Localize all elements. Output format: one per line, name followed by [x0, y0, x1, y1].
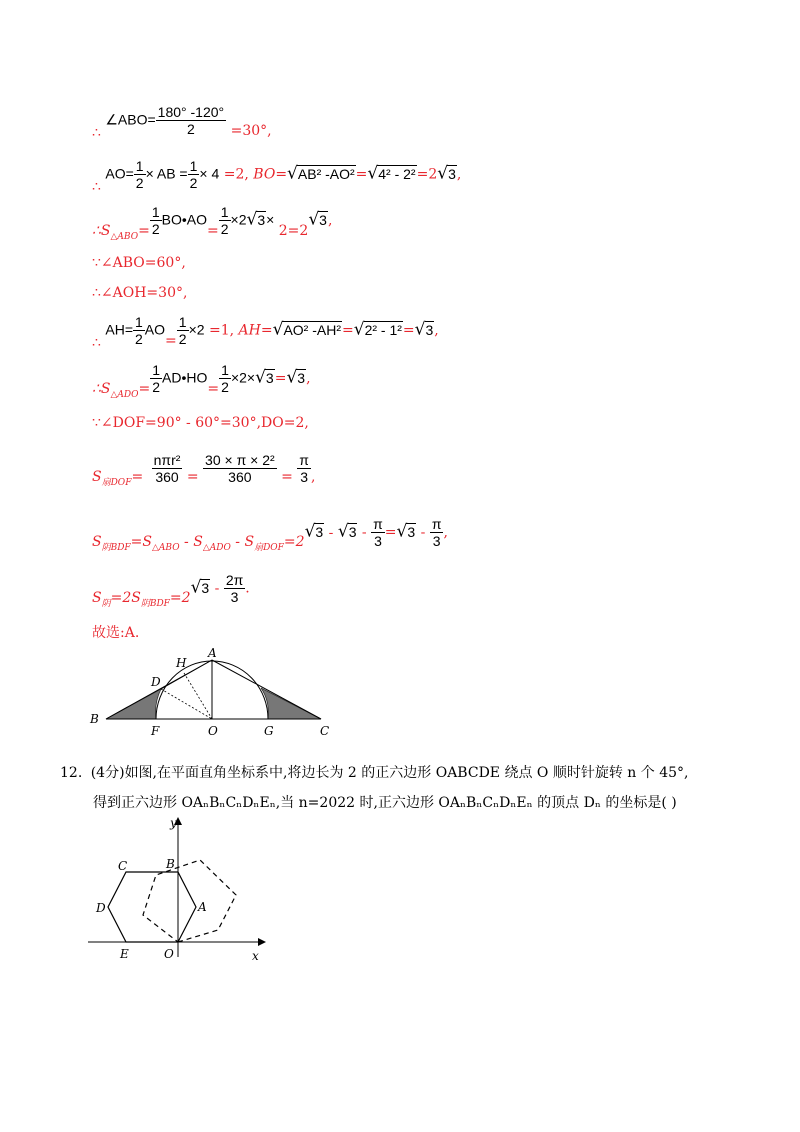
fraction: $\frac{1}{2}$ — [151, 204, 160, 237]
expr: - — [210, 580, 224, 597]
solution-line-7: $\therefore S_{\triangle ADO}=$ $\frac{1}{2}$ AD•HO= $\frac{1}{2}$ ×2×√3=√3, — [92, 362, 311, 400]
axis-y-label: y — [170, 816, 177, 830]
expr: - — [416, 524, 430, 541]
question-12-line-2: 得到正六边形 OAₙBₙCₙDₙEₙ,当 n=2022 时,正六边形 OAₙBₙCₙDₙEₙ 的顶点 Dₙ 的坐标是( ) — [93, 795, 677, 811]
expr: = — [260, 322, 273, 339]
expr: , — [456, 166, 462, 183]
shaded-area-expr: $S_{阴BDF}=S_{\triangle ABO} - S_{\triangle ADO} - S_{扇DOF}=2$ — [92, 533, 305, 553]
sqrt-expr: 3 — [257, 211, 266, 228]
sqrt-expr: AO² -AH² — [283, 321, 341, 338]
expr: BO — [253, 166, 276, 183]
fraction: $\frac{1}{2}$ — [152, 362, 161, 395]
label-D: D — [151, 675, 161, 689]
sqrt-expr: 3 — [201, 579, 210, 596]
sqrt-expr: 3 — [407, 523, 416, 540]
sqrt-expr: 3 — [297, 369, 306, 386]
fraction: $\frac{\text{30 × π × 2²}}{360}$ — [205, 452, 275, 485]
label-A: A — [198, 900, 207, 914]
fraction: $\frac{1}{2}$ — [135, 158, 144, 191]
question-score: (4分) — [90, 765, 125, 781]
solution-line-4: ∵∠ABO=60°, — [92, 255, 186, 271]
expr: = — [275, 166, 288, 183]
expr: = — [355, 166, 368, 183]
hexagon-coordinate-figure — [88, 815, 278, 965]
angle-abo-label: ∠ABO= — [105, 111, 156, 128]
therefore-symbol: ∴ — [92, 124, 101, 141]
expr: - — [357, 524, 372, 541]
label-D: D — [96, 901, 106, 915]
expr: = — [206, 222, 219, 239]
label-B: B — [166, 857, 175, 871]
expr: , — [306, 370, 311, 387]
expr: =2 — [416, 166, 438, 183]
expr: = — [207, 380, 220, 397]
solution-line-9 — [92, 452, 316, 488]
area-label: $\therefore S_{\triangle ABO}=$ — [92, 222, 150, 242]
expr: = — [281, 468, 293, 485]
expr: = — [342, 322, 354, 339]
expr: 2=2 — [278, 222, 309, 239]
expr: , — [310, 468, 316, 485]
label-G: G — [264, 724, 274, 738]
expr: = — [402, 322, 415, 339]
label-C: C — [320, 724, 330, 738]
solution-line-1 — [92, 104, 272, 141]
solution-line-3: $\therefore S_{\triangle ABO}=$ $\frac{1}{2}$ BO•AO= $\frac{1}{2}$ ×2√3× 2=2√3, — [92, 204, 333, 242]
fraction: $\frac{1}{2}$ — [220, 204, 229, 237]
label-E: E — [120, 947, 129, 961]
expr: = — [384, 524, 397, 541]
sqrt-expr: 4² - 2² — [378, 165, 416, 182]
question-text: 如图,在平面直角坐标系中,将边长为 2 的正六边形 OABCDE 绕点 O 顺时针旋转 n 个 45°, — [124, 765, 689, 781]
solution-line-5: ∴∠AOH=30°, — [92, 285, 188, 301]
area-label: $\therefore S_{\triangle ADO}=$ — [92, 380, 151, 400]
expr: =1, — [208, 322, 235, 339]
expr: , — [443, 524, 448, 541]
sqrt-expr: 2² - 1² — [364, 321, 402, 338]
expr: BO•AO — [161, 211, 207, 228]
label-F: F — [151, 724, 160, 738]
therefore-symbol: ∴ — [92, 334, 101, 351]
sqrt-expr: 3 — [348, 523, 357, 540]
expr: , — [434, 322, 439, 339]
sqrt-expr: 3 — [315, 523, 324, 540]
fraction: $\frac{\pi}{3}$ — [431, 516, 442, 549]
expr: ×2× — [230, 369, 256, 386]
expr: = — [186, 468, 199, 485]
solution-line-11: $S_阴=2S_{阴BDF}=2√3$ - $\frac{2\pi}{3}$ . — [92, 572, 250, 609]
expr: , — [327, 212, 333, 229]
therefore-symbol: ∴ — [92, 178, 101, 195]
expr: =2, — [223, 166, 249, 183]
label-O: O — [164, 947, 174, 961]
geometry-figure-1 — [88, 645, 348, 740]
fraction: $\frac{1}{2}$ — [221, 362, 229, 395]
question-number: 12. — [60, 765, 83, 781]
expr: AO — [144, 321, 166, 338]
fraction: $\frac{1}{2}$ — [178, 314, 187, 347]
sqrt-expr: 3 — [448, 165, 456, 182]
label-H: H — [176, 656, 187, 670]
solution-line-2: ∴ AO= $\frac{1}{2}$ × AB = $\frac{1}{2}$ × 4 =2, BO=√AB² -AO²=√4² - 2²=2√3, — [92, 158, 462, 195]
expr: AD•HO — [162, 369, 208, 386]
solution-line-6: ∴ AH= $\frac{1}{2}$ AO= $\frac{1}{2}$ ×2 =1, AH=√AO² -AH²=√2² - 1²=√3, — [92, 314, 439, 351]
sqrt-expr: 3 — [425, 321, 434, 338]
fraction: $\frac{180^\circ -120^\circ}{2}$ — [157, 104, 225, 137]
expr: = — [274, 370, 287, 387]
expr: . — [245, 580, 250, 597]
expr: = — [165, 332, 177, 349]
label-B: B — [90, 712, 99, 726]
sector-area-label: $S_{扇DOF}=$ — [92, 468, 144, 488]
total-area-expr: $S_阴=2S_{阴BDF}=2$ — [92, 589, 191, 609]
answer-choice: 故选:A. — [92, 625, 140, 641]
solution-line-10: $S_{阴BDF}=S_{\triangle ABO} - S_{\triangle ADO} - S_{扇DOF}=2√3 - √3$ - $\frac{\pi}{3}$ =√3 - $\frac{\pi}{3}$ , — [92, 516, 448, 553]
fraction: $\frac{\pi}{3}$ — [299, 452, 309, 485]
expr: AH — [238, 322, 261, 339]
fraction: $\frac{\text{nπr²}}{360}$ — [153, 452, 181, 485]
fraction: $\frac{1}{2}$ — [189, 158, 198, 191]
question-12-line-1 — [60, 762, 688, 784]
fraction: $\frac{2\pi}{3}$ — [225, 572, 244, 605]
axis-x-label: x — [252, 949, 259, 963]
expr: × AB = — [145, 165, 188, 182]
expr: AO= — [105, 165, 134, 182]
result: =30°, — [230, 122, 272, 139]
label-O: O — [208, 724, 218, 738]
expr: AH= — [105, 321, 133, 338]
label-C: C — [118, 859, 128, 873]
fraction: $\frac{\pi}{3}$ — [373, 516, 383, 549]
solution-line-8: ∵∠DOF=90° - 60°=30°,DO=2, — [92, 415, 309, 431]
expr: ×2 — [188, 321, 205, 338]
sqrt-expr: 3 — [265, 369, 274, 386]
expr: ×2 — [230, 211, 247, 228]
sqrt-expr: AB² -AO² — [297, 165, 355, 182]
expr: × — [266, 211, 275, 228]
expr: × 4 — [199, 165, 220, 182]
fraction: $\frac{1}{2}$ — [135, 314, 143, 347]
label-A: A — [208, 646, 217, 660]
expr: - — [324, 524, 338, 541]
sqrt-expr: 3 — [319, 211, 327, 228]
